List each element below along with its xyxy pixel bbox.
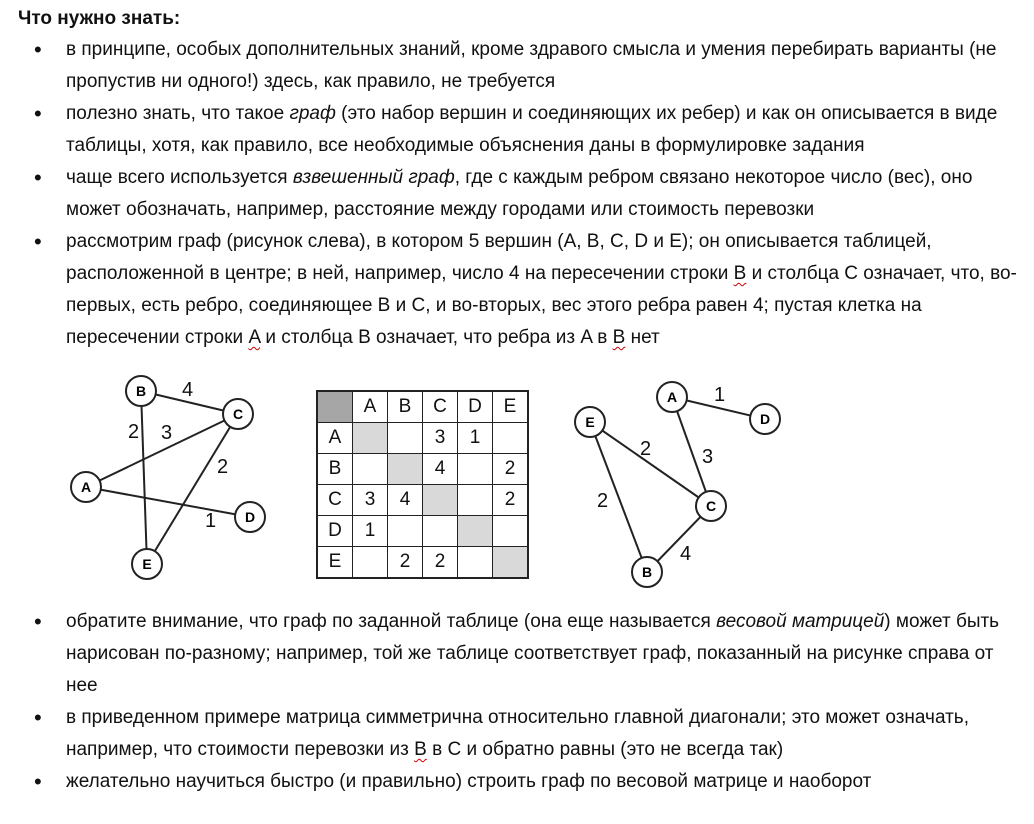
svg-text:D: D: [759, 411, 771, 427]
spellcheck-mark: B: [414, 739, 427, 760]
weight-e-c: 2: [640, 438, 652, 460]
matrix-cell-diagonal: [353, 423, 388, 454]
matrix-cell: 2: [493, 485, 529, 516]
matrix-cell: 2: [388, 547, 423, 579]
spellcheck-mark: B: [612, 327, 626, 348]
svg-text:E: E: [585, 414, 595, 430]
weight-a-c: 3: [702, 446, 714, 468]
matrix-cell: 1: [353, 516, 388, 547]
matrix-cell-diagonal: [493, 547, 529, 579]
svg-text:A: A: [80, 479, 92, 495]
right-node-a: [657, 382, 687, 412]
matrix-cell: [353, 547, 388, 579]
matrix-col-header: C: [423, 391, 458, 423]
matrix-row: [317, 423, 528, 454]
matrix-col-header: A: [353, 391, 388, 423]
bottom-bullet-list: [32, 606, 1022, 798]
matrix-corner: [317, 391, 353, 423]
matrix-row-header: B: [317, 454, 353, 485]
matrix-cell: 4: [423, 454, 458, 485]
matrix-cell: [388, 423, 423, 454]
matrix-cell: [493, 423, 529, 454]
matrix-row-header: C: [317, 485, 353, 516]
bullet-item: • чаще всего используется взвешенный граф, где с каждым ребром связано некоторое число (вес), оно может обозначать, например, расстояние между городами или стоимость перевозки: [32, 162, 1022, 226]
matrix-cell: 3: [423, 423, 458, 454]
matrix-cell: [493, 516, 529, 547]
left-node-d: [235, 502, 265, 532]
term-weighted-graph: взвешенный граф: [292, 167, 455, 188]
right-graph-edges: [590, 397, 765, 572]
term-graph: граф: [289, 103, 336, 124]
matrix-row: [317, 485, 528, 516]
spellcheck-mark: A: [248, 327, 261, 348]
svg-text:D: D: [244, 509, 256, 525]
right-node-e: [575, 407, 605, 437]
matrix-row-header: E: [317, 547, 353, 579]
matrix-cell: 4: [388, 485, 423, 516]
svg-text:C: C: [232, 406, 244, 422]
matrix-cell: 3: [353, 485, 388, 516]
matrix-row-header: A: [317, 423, 353, 454]
weight-a-d: 1: [714, 384, 726, 406]
left-node-e: [132, 549, 162, 579]
svg-text:B: B: [135, 383, 147, 399]
matrix-cell-diagonal: [388, 454, 423, 485]
bullet-item: • желательно научиться быстро (и правильно) строить граф по весовой матрице и наоборот: [32, 766, 1022, 798]
right-node-c: [696, 491, 726, 521]
right-node-d: [750, 404, 780, 434]
left-node-b: [126, 376, 156, 406]
matrix-row: [317, 547, 528, 579]
right-node-b: [632, 557, 662, 587]
bullet-item: • полезно знать, что такое граф (это набор вершин и соединяющих их ребер) и как он описывается в виде таблицы, хотя, как правило, все необходимые объяснения даны в формулировке задания: [32, 98, 1022, 162]
weight-a-c: 3: [161, 422, 173, 444]
svg-text:E: E: [142, 556, 152, 572]
matrix-cell: [458, 485, 493, 516]
matrix-cell: 2: [493, 454, 529, 485]
weight-matrix: [316, 390, 529, 579]
bullet-item: • рассмотрим граф (рисунок слева), в котором 5 вершин (A, B, C, D и E); он описывается таблицей, расположенной в центре; в ней, например, число 4 на пересечении строки B и столбца С означает, что, во-первых, есть ребро, соединяющее B и C, и во-вторых, вес этого ребра равен 4; пустая клетка на пересечении строки A и столбца B означает, что ребра из A в B нет: [32, 226, 1022, 354]
matrix-row-header: D: [317, 516, 353, 547]
matrix-row: [317, 516, 528, 547]
weight-c-e: 2: [217, 456, 229, 478]
weight-e-b: 2: [597, 490, 609, 512]
matrix-cell: 1: [458, 423, 493, 454]
page-heading: Что нужно знать:: [18, 8, 181, 29]
left-node-c: [223, 399, 253, 429]
matrix-cell: 2: [423, 547, 458, 579]
matrix-cell: [458, 547, 493, 579]
matrix-row: [317, 454, 528, 485]
weight-b-e: 2: [128, 421, 140, 443]
matrix-cell: [388, 516, 423, 547]
matrix-col-header: E: [493, 391, 529, 423]
edge-b-e: [141, 391, 147, 564]
weight-a-d: 1: [205, 510, 217, 532]
top-bullet-list: [32, 34, 1022, 354]
svg-text:C: C: [705, 498, 717, 514]
left-node-a: [71, 472, 101, 502]
left-graph-nodes: [71, 376, 265, 579]
matrix-cell: [353, 454, 388, 485]
matrix-col-header: D: [458, 391, 493, 423]
edge-a-d: [86, 487, 250, 517]
term-weight-matrix: весовой матрицей: [716, 611, 885, 632]
svg-text:B: B: [641, 564, 653, 580]
matrix-col-header: B: [388, 391, 423, 423]
matrix-cell-diagonal: [423, 485, 458, 516]
spellcheck-mark: B: [733, 263, 747, 284]
bullet-item: • в принципе, особых дополнительных знаний, кроме здравого смысла и умения перебирать варианты (не пропустив ни одного!) здесь, как правило, не требуется: [32, 34, 1022, 98]
matrix-cell: [423, 516, 458, 547]
bullet-item: • обратите внимание, что граф по заданной таблице (она еще называется весовой матрицей) может быть нарисован по-разному; например, той же таблице соответствует граф, показанный на рисунке справа от нее: [32, 606, 1022, 702]
weight-b-c: 4: [680, 543, 692, 565]
bullet-item: • в приведенном примере матрица симметрична относительно главной диагонали; это может означать, например, что стоимости перевозки из B в C и обратно равны (это не всегда так): [32, 702, 1022, 766]
matrix-header-row: [317, 391, 528, 423]
matrix-cell-diagonal: [458, 516, 493, 547]
svg-text:A: A: [666, 389, 678, 405]
matrix-cell: [458, 454, 493, 485]
weight-b-c: 4: [182, 379, 194, 401]
edge-e-c: [590, 422, 714, 506]
right-graph-weights: [597, 384, 725, 565]
